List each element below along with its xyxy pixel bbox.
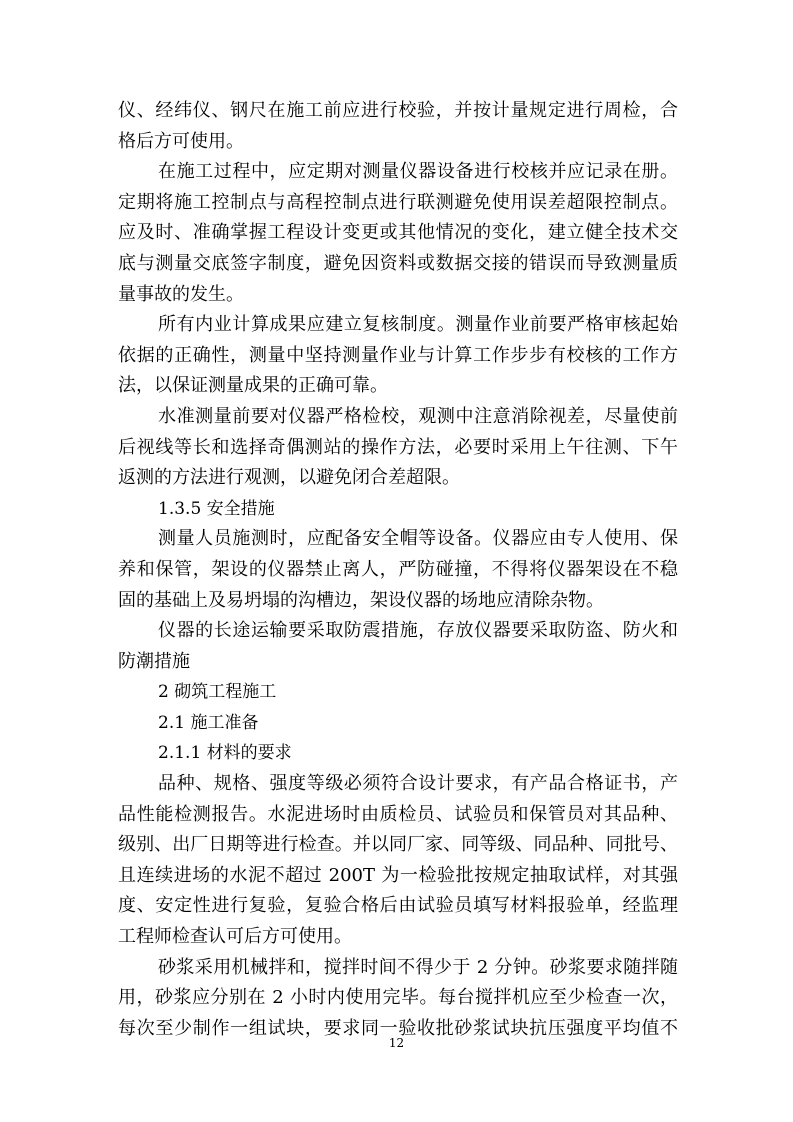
paragraph-start-line: 砂浆采用机械拌和，搅拌时间不得少于 2 分钟。砂浆要求随拌随	[158, 956, 678, 978]
text-line: 用，砂浆应分别在 2 小时内使用完毕。每台搅拌机应至少检查一次，	[118, 987, 678, 1009]
text-line: 定期将施工控制点与高程控制点进行联测避免使用误差超限控制点。	[118, 191, 678, 213]
text-line: 品性能检测报告。水泥进场时由质检员、试验员和保管员对其品种、	[118, 803, 678, 825]
text-line: 应及时、准确掌握工程设计变更或其他情况的变化，建立健全技术交	[118, 222, 678, 244]
text-line: 仪、经纬仪、钢尺在施工前应进行校验，并按计量规定进行周检，合	[118, 100, 678, 121]
section-heading: 1.3.5 安全措施	[158, 498, 275, 519]
text-line: 后视线等长和选择奇偶测站的操作方法，必要时采用上午往测、下午	[118, 436, 678, 458]
text-line: 返测的方法进行观测，以避免闭合差超限。	[118, 467, 460, 489]
paragraph-start-line: 所有内业计算成果应建立复核制度。测量作业前要严格审核起始	[158, 314, 678, 336]
paragraph-start-line: 品种、规格、强度等级必须符合设计要求，有产品合格证书，产	[158, 773, 678, 795]
text-line: 底与测量交底签字制度，避免因资料或数据交接的错误而导致测量质	[118, 252, 678, 274]
text-line: 量事故的发生。	[118, 283, 244, 305]
chapter-heading: 2 砌筑工程施工	[158, 682, 277, 703]
paragraph-start-line: 水准测量前要对仪器严格检校，观测中注意消除视差，尽量使前	[158, 405, 678, 427]
text-line: 养和保管，架设的仪器禁止离人，严防碰撞，不得将仪器架设在不稳	[118, 558, 678, 580]
body-text	[118, 96, 678, 1044]
text-line: 且连续进场的水泥不超过 200T 为一检验批按规定抽取试样，对其强	[118, 864, 678, 886]
text-line: 防潮措施	[118, 650, 190, 672]
text-line: 格后方可使用。	[118, 130, 244, 152]
text-line: 度、安定性进行复验，复验合格后由试验员填写材料报验单，经监理	[118, 895, 678, 917]
paragraph-start-line: 在施工过程中，应定期对测量仪器设备进行校核并应记录在册。	[158, 161, 678, 183]
text-line: 依据的正确性，测量中坚持测量作业与计算工作步步有校核的工作方	[118, 344, 678, 366]
text-line: 级别、出厂日期等进行检查。并以同厂家、同等级、同品种、同批号、	[118, 834, 678, 856]
text-line: 法，以保证测量成果的正确可靠。	[118, 375, 388, 397]
paragraph-start-line: 仪器的长途运输要采取防震措施，存放仪器要采取防盗、防火和	[158, 620, 678, 642]
page-number: 12	[388, 1036, 405, 1050]
text-line: 固的基础上及易坍塌的沟槽边，架设仪器的场地应清除杂物。	[118, 589, 604, 611]
text-line: 工程师检查认可后方可使用。	[118, 926, 352, 948]
subsection-heading: 2.1.1 材料的要求	[158, 743, 292, 764]
section-heading: 2.1 施工准备	[158, 712, 259, 733]
text-line: 每次至少制作一组试块，要求同一验收批砂浆试块抗压强度平均值不	[118, 1017, 678, 1039]
paragraph-start-line: 测量人员施测时，应配备安全帽等设备。仪器应由专人使用、保	[158, 528, 678, 550]
